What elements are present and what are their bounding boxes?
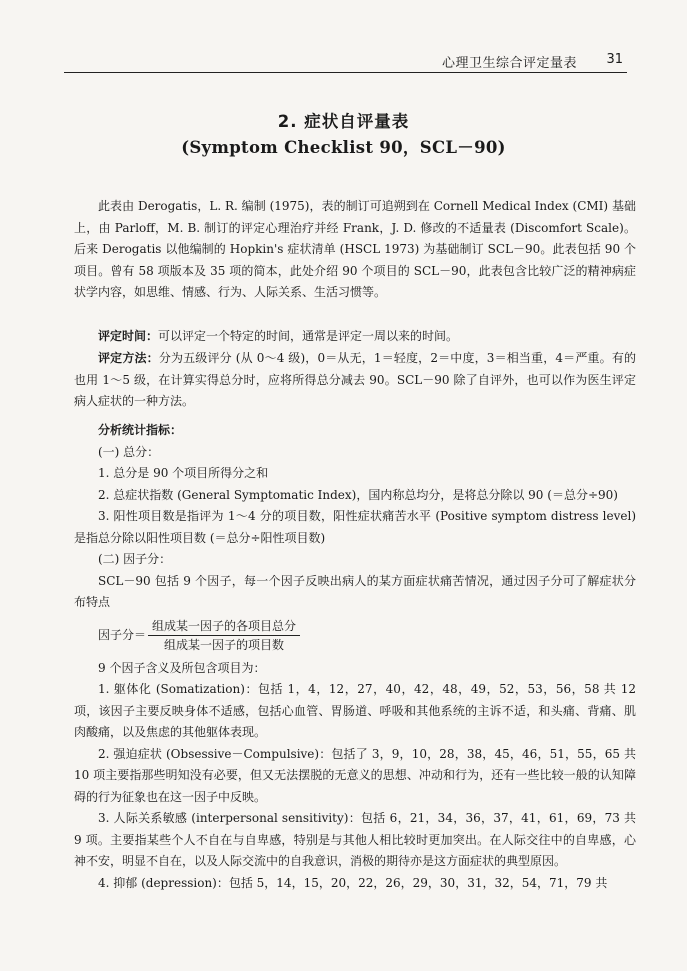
formula-denominator: 组成某一因子的项目数 (164, 638, 285, 652)
list-item: 4. 抑郁 (depression)：包括 5，14，15，20，22，26，29，30，31，32，54，71，79 共 (98, 875, 608, 890)
eval-time-label: 评定时间： (98, 329, 159, 343)
intro-text: 此表由 Derogatis，L. R. 编制 (1975)，表的制订可追朔到在 Cornell Medical Index (CMI) 基础上，由 Parloff，M. B. 制订的评定心理治疗并经 Frank，J. D. 修改的不适量表 (Discomfort Scale)。后来 Derogatis 以他编制的 Hopkin's 症状清单 (HSCL 1973) 为基础制订 SCL－90。此表包括 90 个项目。曾有 58 项版本及 35 项的简本，此处介绍 90 个项目的 SCL－90，此表包含比较广泛的精神病症状学内容，如思维、情感、行为、人际关系、生活习惯等。 (74, 199, 636, 299)
factor-intro: 9 个因子含义及所包含项目为： (98, 660, 266, 675)
formula-fraction (148, 617, 300, 654)
eval-method-text: 分为五级评分 (从 0～4 级)，0＝从无，1＝轻度，2＝中度，3＝相当重，4＝严重。有的也用 1～5 级，在计算实得总分时，应将所得总分减去 90。SCL－90 除了自评外，也可以作为医生评定病人症状的一种方法。 (74, 351, 636, 408)
analysis-heading: 分析统计指标： (98, 423, 183, 437)
list-item: 3. 阳性项目数是指评为 1～4 分的项目数，阳性症状痛苦水平 (Positive symptom distress level) 是指总分除以阳性项目数 (＝总分÷阳性项目数) (74, 509, 636, 545)
eval-method-label: 评定方法： (98, 351, 159, 365)
section-subtitle: (Symptom Checklist 90，SCL－90) (181, 138, 506, 157)
eval-time-text: 可以评定一个特定的时间，通常是评定一周以来的时间。 (158, 329, 459, 343)
factor-formula (98, 614, 636, 658)
analysis-section (74, 420, 636, 894)
header-title: 心理卫生综合评定量表 (441, 56, 577, 71)
page-number: 31 (606, 52, 623, 67)
eval-method-paragraph (74, 348, 636, 413)
list-item: 2. 强迫症状 (Obsessive－Compulsive)：包括了 3，9，10，28，38，45，46，51，55，65 共 10 项主要指那些明知没有必要，但又无法摆脱的无意义的思想、冲动和行为，还有一些比较一般的认知障碍的行为征象也在这一因子中反映。 (74, 746, 636, 804)
list-item: 1. 躯体化 (Somatization)：包括 1，4，12，27，40，42，48，49，52，53，56，58 共 12 项，该因子主要反映身体不适感，包括心血管、胃肠道、呼吸和其他系统的主诉不适，和头痛、背痛、肌肉酸痛，以及焦虑的其他躯体表现。 (74, 682, 636, 739)
formula-lhs: 因子分＝ (98, 627, 147, 642)
intro-paragraph (74, 196, 636, 304)
total-heading: (一) 总分： (98, 444, 160, 459)
list-item: 2. 总症状指数 (General Symptomatic Index)，国内称总均分，是将总分除以 90 (＝总分÷90) (98, 487, 618, 502)
running-header (64, 48, 627, 73)
section-title: 2. 症状自评量表 (277, 112, 410, 131)
list-item: 1. 总分是 90 个项目所得分之和 (98, 466, 269, 480)
factor-heading: (二) 因子分： (98, 552, 172, 566)
formula-numerator: 组成某一因子的各项目总分 (148, 617, 300, 636)
factor-text: SCL－90 包括 9 个因子，每一个因子反映出病人的某方面症状痛苦情况，通过因子分可了解症状分布特点 (74, 573, 636, 609)
eval-time-paragraph (74, 326, 636, 348)
list-item: 3. 人际关系敏感 (interpersonal sensitivity)：包括 6，21，34，36，37，41，61，69，73 共 9 项。主要指某些个人不自在与自卑感，特别是与其他人相比较时更加突出。在人际交往中的自卑感，心神不安，明显不自在，以及人际交流中的自我意识，消极的期待亦是这方面症状的典型原因。 (74, 811, 636, 868)
